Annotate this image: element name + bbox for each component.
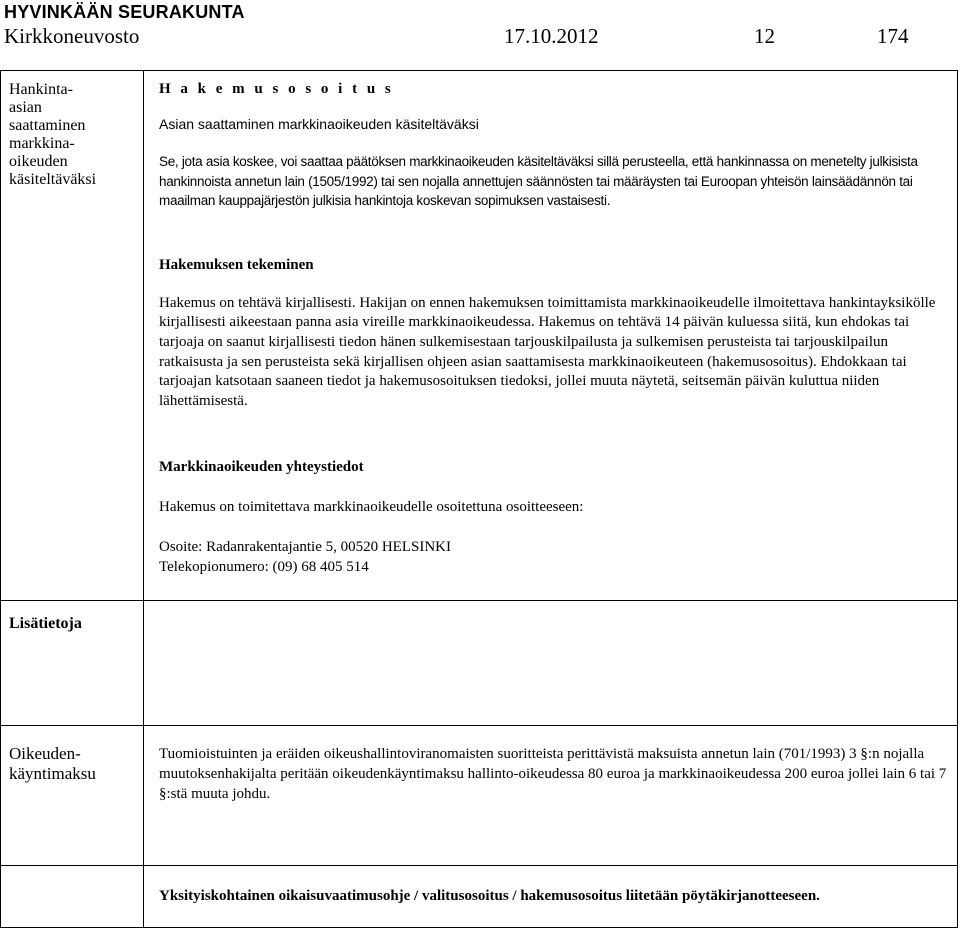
appeal-label-line: oikeuden [9,153,68,170]
court-fee-text: Tuomioistuinten ja eräiden oikeushallintoviranomaisten suoritteista perittävistä maksuista annetun lain (701/1993) 3 §:n nojalla muutoksenhakijalta peritään oikeudenkäyntimaksu hallinto-oikeudessa 80 euroa ja markkinaoikeudessa 200 euroa jollei lain 6 tai 7 §:stä muuta johdu. [159,746,947,802]
footer-note-row [1,866,958,928]
footer-note-content [144,866,958,928]
court-fee-row [1,726,958,866]
appeal-label-line: Hankinta- [9,81,73,98]
document-table [0,70,958,928]
application-title: Hakemuksen tekeminen [159,256,314,273]
appeal-content [144,71,958,601]
contact-text: Hakemus on toimitettava markkinaoikeudelle osoitettuna osoitteeseen: [159,499,584,516]
appeal-label [1,71,144,601]
more-info-row [1,601,958,726]
appeal-intro-text: Se, jota asia koskee, voi saattaa päätöksen markkinaoikeuden käsiteltäväksi sillä perusteella, että hankinnassa on menetelty julkisista hankinnoista annetun lain (1505/1992) tai sen nojalla annettujen säännösten tai määräysten tai Euroopan yhteisön lainsäädännön tai maailman kauppajärjestön julkisia hankintoja koskevan sopimuksen vastaisesti. [159,154,918,209]
appeal-label-line: asian [9,99,42,116]
appeal-heading: H a k e m u s o s o i t u s [159,81,394,97]
court-fee-label [1,726,144,866]
footer-note-label [1,866,144,928]
footer-note-text: Yksityiskohtainen oikaisuvaatimusohje / valitusosoitus / hakemusosoitus liitetään pöytäkirjanotteeseen. [159,887,820,904]
page-number: 174 [877,24,909,48]
organization-name: HYVINKÄÄN SEURAKUNTA [4,2,245,22]
court-fee-label-line: käyntimaksu [9,764,96,783]
meeting-date: 17.10.2012 [504,24,599,48]
court-fax: Telekopionumero: (09) 68 405 514 [159,558,369,575]
section-number: 12 [754,24,775,48]
court-address: Osoite: Radanrakentajantie 5, 00520 HELSINKI [159,538,452,555]
appeal-label-line: saattaminen [9,117,86,134]
application-text: Hakemus on tehtävä kirjallisesti. Hakijan on ennen hakemuksen toimittamista markkinaoikeudelle ilmoitettava hankintayksikölle kirjallisesti aikeestaan panna asia vireille markkinaoikeudessa. Hakemus on tehtävä 14 päivän kuluessa siitä, kun ehdokas tai tarjoaja on saanut kirjallisesti tiedon hänen sulkemisestaan tarjouskilpailusta ja sulkemisen perusteista tai tarjouskilpailun ratkaisusta ja sen perusteista sekä kirjallisen ohjeen asian saattamisesta markkinaoikeuteen (hakemusosoitus). Ehdokkaan tai tarjoajan katsotaan saaneen tiedot ja hakemusosoituksen tiedoksi, jollei muuta näytetä, seitsemän päivän kuluttua niiden lähettämisestä. [159,294,936,409]
appeal-label-line: käsiteltäväksi [9,171,97,188]
court-fee-label-line: Oikeuden- [9,744,81,763]
appeal-label-line: markkina- [9,135,75,152]
appeal-subheading: Asian saattaminen markkinaoikeuden käsiteltäväksi [159,116,479,132]
board-name: Kirkkoneuvosto [4,24,140,48]
more-info-content [144,601,958,726]
court-fee-content [144,726,958,866]
contact-title: Markkinaoikeuden yhteystiedot [159,459,364,476]
appeal-row [1,71,958,601]
more-info-label: Lisätietoja [1,601,144,726]
